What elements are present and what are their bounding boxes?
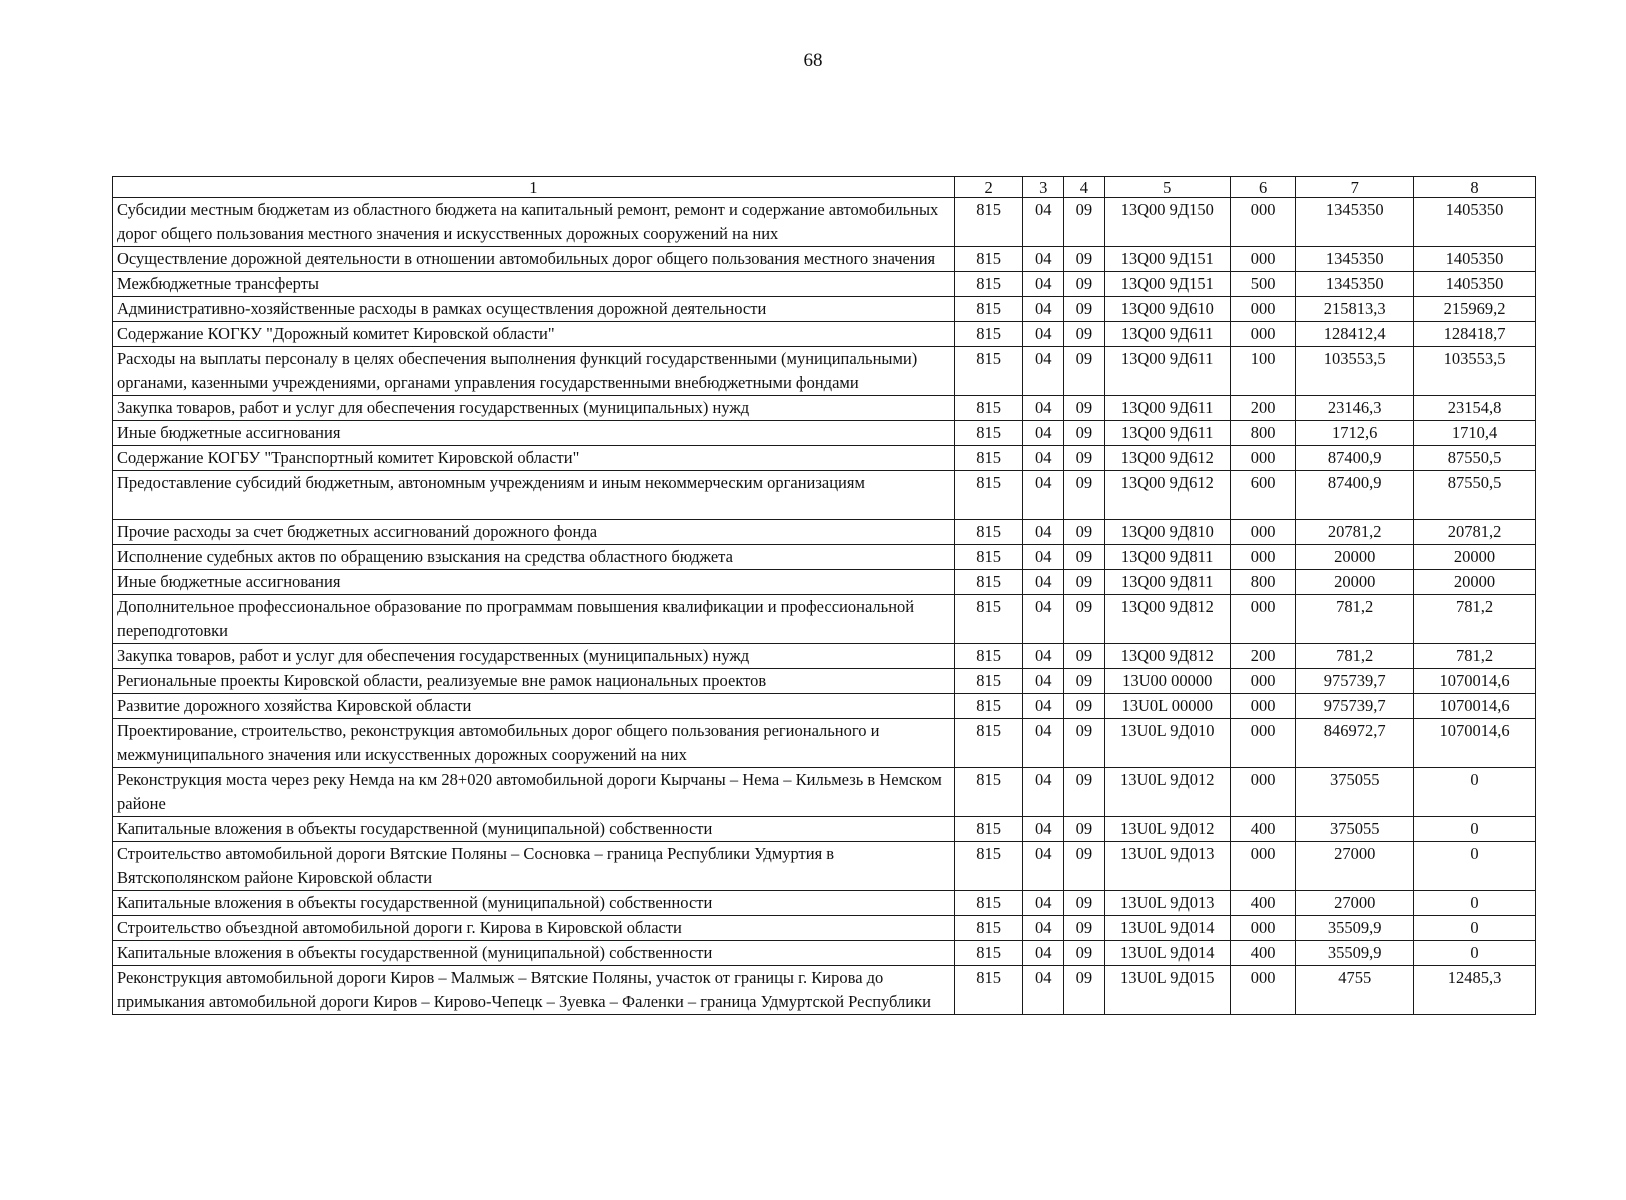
table-row — [113, 396, 1536, 421]
cell-target-code: 13Q00 9Д811 — [1104, 545, 1230, 570]
cell-amount-year1: 103553,5 — [1296, 347, 1414, 396]
cell-name: Реконструкция моста через реку Немда на км 28+020 автомобильной дороги Кырчаны – Нема – Кильмезь в Немском районе — [113, 768, 955, 817]
cell-expense-type: 400 — [1230, 817, 1296, 842]
cell-name: Региональные проекты Кировской области, реализуемые вне рамок национальных проектов — [113, 669, 955, 694]
cell-subsection: 09 — [1064, 446, 1105, 471]
cell-name: Иные бюджетные ассигнования — [113, 421, 955, 446]
cell-name: Закупка товаров, работ и услуг для обеспечения государственных (муниципальных) нужд — [113, 644, 955, 669]
cell-subsection: 09 — [1064, 817, 1105, 842]
cell-amount-year1: 27000 — [1296, 842, 1414, 891]
cell-admin: 815 — [954, 966, 1023, 1015]
table-row — [113, 719, 1536, 768]
page-number: 68 — [803, 50, 823, 71]
cell-amount-year1: 975739,7 — [1296, 669, 1414, 694]
table-body — [113, 198, 1536, 1015]
cell-amount-year1: 20000 — [1296, 570, 1414, 595]
cell-admin: 815 — [954, 421, 1023, 446]
cell-subsection: 09 — [1064, 545, 1105, 570]
cell-section: 04 — [1023, 817, 1064, 842]
cell-expense-type: 000 — [1230, 198, 1296, 247]
cell-amount-year2: 87550,5 — [1414, 446, 1536, 471]
cell-section: 04 — [1023, 644, 1064, 669]
cell-amount-year2: 128418,7 — [1414, 322, 1536, 347]
column-header: 6 — [1230, 177, 1296, 198]
cell-section: 04 — [1023, 916, 1064, 941]
table-row — [113, 644, 1536, 669]
cell-section: 04 — [1023, 471, 1064, 520]
cell-section: 04 — [1023, 719, 1064, 768]
cell-subsection: 09 — [1064, 891, 1105, 916]
cell-amount-year2: 0 — [1414, 768, 1536, 817]
cell-expense-type: 000 — [1230, 669, 1296, 694]
cell-subsection: 09 — [1064, 347, 1105, 396]
cell-admin: 815 — [954, 719, 1023, 768]
cell-admin: 815 — [954, 916, 1023, 941]
cell-target-code: 13U0L 9Д012 — [1104, 768, 1230, 817]
cell-admin: 815 — [954, 694, 1023, 719]
cell-expense-type: 000 — [1230, 247, 1296, 272]
cell-admin: 815 — [954, 595, 1023, 644]
cell-expense-type: 200 — [1230, 396, 1296, 421]
cell-admin: 815 — [954, 891, 1023, 916]
cell-name: Исполнение судебных актов по обращению взыскания на средства областного бюджета — [113, 545, 955, 570]
cell-admin: 815 — [954, 322, 1023, 347]
cell-section: 04 — [1023, 421, 1064, 446]
cell-admin: 815 — [954, 471, 1023, 520]
table-row — [113, 817, 1536, 842]
table-row — [113, 347, 1536, 396]
cell-expense-type: 400 — [1230, 891, 1296, 916]
cell-name: Дополнительное профессиональное образование по программам повышения квалификации и профессиональной переподготовки — [113, 595, 955, 644]
table-row — [113, 916, 1536, 941]
cell-subsection: 09 — [1064, 719, 1105, 768]
table-row — [113, 545, 1536, 570]
column-header: 8 — [1414, 177, 1536, 198]
cell-name: Административно-хозяйственные расходы в рамках осуществления дорожной деятельности — [113, 297, 955, 322]
budget-table — [112, 176, 1536, 1015]
cell-amount-year1: 23146,3 — [1296, 396, 1414, 421]
cell-target-code: 13Q00 9Д612 — [1104, 471, 1230, 520]
cell-expense-type: 000 — [1230, 719, 1296, 768]
cell-subsection: 09 — [1064, 396, 1105, 421]
cell-amount-year2: 215969,2 — [1414, 297, 1536, 322]
cell-amount-year1: 4755 — [1296, 966, 1414, 1015]
cell-expense-type: 200 — [1230, 644, 1296, 669]
cell-target-code: 13Q00 9Д812 — [1104, 595, 1230, 644]
cell-section: 04 — [1023, 966, 1064, 1015]
cell-amount-year2: 1405350 — [1414, 198, 1536, 247]
cell-target-code: 13U0L 9Д013 — [1104, 891, 1230, 916]
cell-amount-year1: 1345350 — [1296, 247, 1414, 272]
table-row — [113, 891, 1536, 916]
cell-amount-year1: 846972,7 — [1296, 719, 1414, 768]
cell-target-code: 13Q00 9Д811 — [1104, 570, 1230, 595]
cell-expense-type: 000 — [1230, 322, 1296, 347]
cell-target-code: 13Q00 9Д611 — [1104, 396, 1230, 421]
cell-target-code: 13Q00 9Д151 — [1104, 247, 1230, 272]
cell-name: Субсидии местным бюджетам из областного бюджета на капитальный ремонт, ремонт и содержание автомобильных дорог общего пользования местного значения и искусственных дорожных сооружений на них — [113, 198, 955, 247]
cell-amount-year2: 781,2 — [1414, 644, 1536, 669]
cell-expense-type: 500 — [1230, 272, 1296, 297]
cell-amount-year2: 1070014,6 — [1414, 669, 1536, 694]
cell-name: Иные бюджетные ассигнования — [113, 570, 955, 595]
cell-admin: 815 — [954, 520, 1023, 545]
table-row — [113, 421, 1536, 446]
cell-admin: 815 — [954, 644, 1023, 669]
cell-section: 04 — [1023, 891, 1064, 916]
table-row — [113, 694, 1536, 719]
cell-admin: 815 — [954, 545, 1023, 570]
cell-expense-type: 100 — [1230, 347, 1296, 396]
cell-name: Реконструкция автомобильной дороги Киров – Малмыж – Вятские Поляны, участок от границы г. Кирова до примыкания автомобильной дороги Киров – Кирово-Чепецк – Зуевка – Фаленки – граница Удмуртской Республики — [113, 966, 955, 1015]
cell-name: Содержание КОГКУ "Дорожный комитет Кировской области" — [113, 322, 955, 347]
cell-section: 04 — [1023, 545, 1064, 570]
cell-name: Закупка товаров, работ и услуг для обеспечения государственных (муниципальных) нужд — [113, 396, 955, 421]
cell-amount-year1: 1712,6 — [1296, 421, 1414, 446]
cell-target-code: 13Q00 9Д150 — [1104, 198, 1230, 247]
cell-name: Строительство автомобильной дороги Вятские Поляны – Сосновка – граница Республики Удмуртия в Вятскополянском районе Кировской области — [113, 842, 955, 891]
column-header: 7 — [1296, 177, 1414, 198]
cell-admin: 815 — [954, 669, 1023, 694]
table-row — [113, 272, 1536, 297]
cell-admin: 815 — [954, 198, 1023, 247]
table-row — [113, 446, 1536, 471]
cell-expense-type: 000 — [1230, 768, 1296, 817]
cell-admin: 815 — [954, 941, 1023, 966]
cell-target-code: 13Q00 9Д610 — [1104, 297, 1230, 322]
column-header: 2 — [954, 177, 1023, 198]
cell-amount-year2: 0 — [1414, 817, 1536, 842]
cell-expense-type: 000 — [1230, 694, 1296, 719]
cell-target-code: 13Q00 9Д812 — [1104, 644, 1230, 669]
cell-amount-year2: 23154,8 — [1414, 396, 1536, 421]
table-row — [113, 322, 1536, 347]
cell-target-code: 13U0L 9Д014 — [1104, 941, 1230, 966]
table-row — [113, 669, 1536, 694]
cell-subsection: 09 — [1064, 941, 1105, 966]
cell-amount-year1: 1345350 — [1296, 198, 1414, 247]
cell-amount-year2: 0 — [1414, 891, 1536, 916]
cell-amount-year1: 781,2 — [1296, 644, 1414, 669]
cell-target-code: 13U0L 9Д014 — [1104, 916, 1230, 941]
cell-admin: 815 — [954, 817, 1023, 842]
cell-section: 04 — [1023, 595, 1064, 644]
cell-amount-year2: 20000 — [1414, 545, 1536, 570]
cell-amount-year2: 1070014,6 — [1414, 719, 1536, 768]
cell-name: Капитальные вложения в объекты государственной (муниципальной) собственности — [113, 941, 955, 966]
cell-target-code: 13U0L 9Д015 — [1104, 966, 1230, 1015]
cell-section: 04 — [1023, 446, 1064, 471]
cell-subsection: 09 — [1064, 694, 1105, 719]
cell-name: Прочие расходы за счет бюджетных ассигнований дорожного фонда — [113, 520, 955, 545]
cell-expense-type: 000 — [1230, 966, 1296, 1015]
cell-section: 04 — [1023, 941, 1064, 966]
cell-subsection: 09 — [1064, 471, 1105, 520]
cell-target-code: 13Q00 9Д612 — [1104, 446, 1230, 471]
column-header: 3 — [1023, 177, 1064, 198]
cell-subsection: 09 — [1064, 421, 1105, 446]
cell-expense-type: 800 — [1230, 570, 1296, 595]
table-row — [113, 471, 1536, 520]
cell-section: 04 — [1023, 570, 1064, 595]
cell-subsection: 09 — [1064, 247, 1105, 272]
cell-expense-type: 800 — [1230, 421, 1296, 446]
cell-amount-year2: 103553,5 — [1414, 347, 1536, 396]
cell-expense-type: 000 — [1230, 916, 1296, 941]
cell-expense-type: 000 — [1230, 446, 1296, 471]
cell-amount-year1: 35509,9 — [1296, 941, 1414, 966]
cell-name: Проектирование, строительство, реконструкция автомобильных дорог общего пользования регионального и межмуниципального значения или искусственных дорожных сооружений на них — [113, 719, 955, 768]
cell-section: 04 — [1023, 247, 1064, 272]
cell-target-code: 13Q00 9Д810 — [1104, 520, 1230, 545]
table-row — [113, 247, 1536, 272]
cell-target-code: 13U00 00000 — [1104, 669, 1230, 694]
cell-admin: 815 — [954, 570, 1023, 595]
cell-name: Осуществление дорожной деятельности в отношении автомобильных дорог общего пользования местного значения — [113, 247, 955, 272]
cell-amount-year1: 375055 — [1296, 768, 1414, 817]
cell-expense-type: 600 — [1230, 471, 1296, 520]
cell-target-code: 13Q00 9Д611 — [1104, 421, 1230, 446]
cell-amount-year1: 20781,2 — [1296, 520, 1414, 545]
cell-name: Строительство объездной автомобильной дороги г. Кирова в Кировской области — [113, 916, 955, 941]
cell-name: Предоставление субсидий бюджетным, автономным учреждениям и иным некоммерческим организациям — [113, 471, 955, 520]
cell-section: 04 — [1023, 396, 1064, 421]
cell-expense-type: 000 — [1230, 842, 1296, 891]
cell-subsection: 09 — [1064, 669, 1105, 694]
cell-target-code: 13Q00 9Д611 — [1104, 347, 1230, 396]
cell-target-code: 13U0L 9Д010 — [1104, 719, 1230, 768]
cell-name: Содержание КОГБУ "Транспортный комитет Кировской области" — [113, 446, 955, 471]
table-row — [113, 842, 1536, 891]
cell-subsection: 09 — [1064, 916, 1105, 941]
column-header: 1 — [113, 177, 955, 198]
table-row — [113, 297, 1536, 322]
cell-expense-type: 000 — [1230, 545, 1296, 570]
cell-section: 04 — [1023, 322, 1064, 347]
cell-section: 04 — [1023, 297, 1064, 322]
cell-amount-year2: 1405350 — [1414, 272, 1536, 297]
table-row — [113, 966, 1536, 1015]
cell-section: 04 — [1023, 669, 1064, 694]
cell-section: 04 — [1023, 694, 1064, 719]
cell-admin: 815 — [954, 768, 1023, 817]
cell-amount-year1: 87400,9 — [1296, 446, 1414, 471]
cell-expense-type: 000 — [1230, 520, 1296, 545]
cell-amount-year2: 0 — [1414, 842, 1536, 891]
cell-amount-year1: 27000 — [1296, 891, 1414, 916]
cell-name: Межбюджетные трансферты — [113, 272, 955, 297]
cell-expense-type: 000 — [1230, 297, 1296, 322]
table-row — [113, 595, 1536, 644]
column-header: 4 — [1064, 177, 1105, 198]
cell-amount-year2: 0 — [1414, 941, 1536, 966]
cell-subsection: 09 — [1064, 842, 1105, 891]
cell-subsection: 09 — [1064, 272, 1105, 297]
header-row — [113, 177, 1536, 198]
cell-admin: 815 — [954, 347, 1023, 396]
cell-amount-year1: 35509,9 — [1296, 916, 1414, 941]
table-row — [113, 768, 1536, 817]
column-header: 5 — [1104, 177, 1230, 198]
cell-target-code: 13U0L 9Д012 — [1104, 817, 1230, 842]
cell-amount-year2: 1710,4 — [1414, 421, 1536, 446]
cell-admin: 815 — [954, 396, 1023, 421]
cell-admin: 815 — [954, 297, 1023, 322]
cell-amount-year1: 20000 — [1296, 545, 1414, 570]
cell-amount-year2: 0 — [1414, 916, 1536, 941]
cell-subsection: 09 — [1064, 768, 1105, 817]
cell-amount-year1: 87400,9 — [1296, 471, 1414, 520]
cell-admin: 815 — [954, 446, 1023, 471]
cell-amount-year1: 375055 — [1296, 817, 1414, 842]
cell-admin: 815 — [954, 247, 1023, 272]
cell-subsection: 09 — [1064, 520, 1105, 545]
cell-section: 04 — [1023, 768, 1064, 817]
cell-target-code: 13U0L 00000 — [1104, 694, 1230, 719]
cell-section: 04 — [1023, 842, 1064, 891]
cell-target-code: 13Q00 9Д611 — [1104, 322, 1230, 347]
cell-amount-year2: 781,2 — [1414, 595, 1536, 644]
cell-section: 04 — [1023, 347, 1064, 396]
table-row — [113, 198, 1536, 247]
table-row — [113, 570, 1536, 595]
cell-target-code: 13U0L 9Д013 — [1104, 842, 1230, 891]
cell-target-code: 13Q00 9Д151 — [1104, 272, 1230, 297]
cell-subsection: 09 — [1064, 966, 1105, 1015]
cell-admin: 815 — [954, 842, 1023, 891]
cell-subsection: 09 — [1064, 570, 1105, 595]
cell-name: Расходы на выплаты персоналу в целях обеспечения выполнения функций государственными (муниципальными) органами, казенными учреждениями, органами управления государственными внебюджетными фондами — [113, 347, 955, 396]
cell-amount-year1: 1345350 — [1296, 272, 1414, 297]
cell-amount-year1: 781,2 — [1296, 595, 1414, 644]
cell-amount-year2: 1070014,6 — [1414, 694, 1536, 719]
cell-section: 04 — [1023, 520, 1064, 545]
cell-amount-year1: 128412,4 — [1296, 322, 1414, 347]
table-row — [113, 941, 1536, 966]
cell-amount-year2: 87550,5 — [1414, 471, 1536, 520]
cell-name: Капитальные вложения в объекты государственной (муниципальной) собственности — [113, 891, 955, 916]
cell-subsection: 09 — [1064, 198, 1105, 247]
cell-expense-type: 000 — [1230, 595, 1296, 644]
cell-name: Развитие дорожного хозяйства Кировской области — [113, 694, 955, 719]
table-row — [113, 520, 1536, 545]
cell-subsection: 09 — [1064, 297, 1105, 322]
cell-amount-year2: 1405350 — [1414, 247, 1536, 272]
cell-amount-year1: 215813,3 — [1296, 297, 1414, 322]
cell-subsection: 09 — [1064, 322, 1105, 347]
cell-subsection: 09 — [1064, 595, 1105, 644]
cell-admin: 815 — [954, 272, 1023, 297]
cell-amount-year2: 12485,3 — [1414, 966, 1536, 1015]
cell-subsection: 09 — [1064, 644, 1105, 669]
cell-amount-year1: 975739,7 — [1296, 694, 1414, 719]
cell-name: Капитальные вложения в объекты государственной (муниципальной) собственности — [113, 817, 955, 842]
cell-amount-year2: 20000 — [1414, 570, 1536, 595]
cell-amount-year2: 20781,2 — [1414, 520, 1536, 545]
cell-section: 04 — [1023, 272, 1064, 297]
cell-section: 04 — [1023, 198, 1064, 247]
cell-expense-type: 400 — [1230, 941, 1296, 966]
